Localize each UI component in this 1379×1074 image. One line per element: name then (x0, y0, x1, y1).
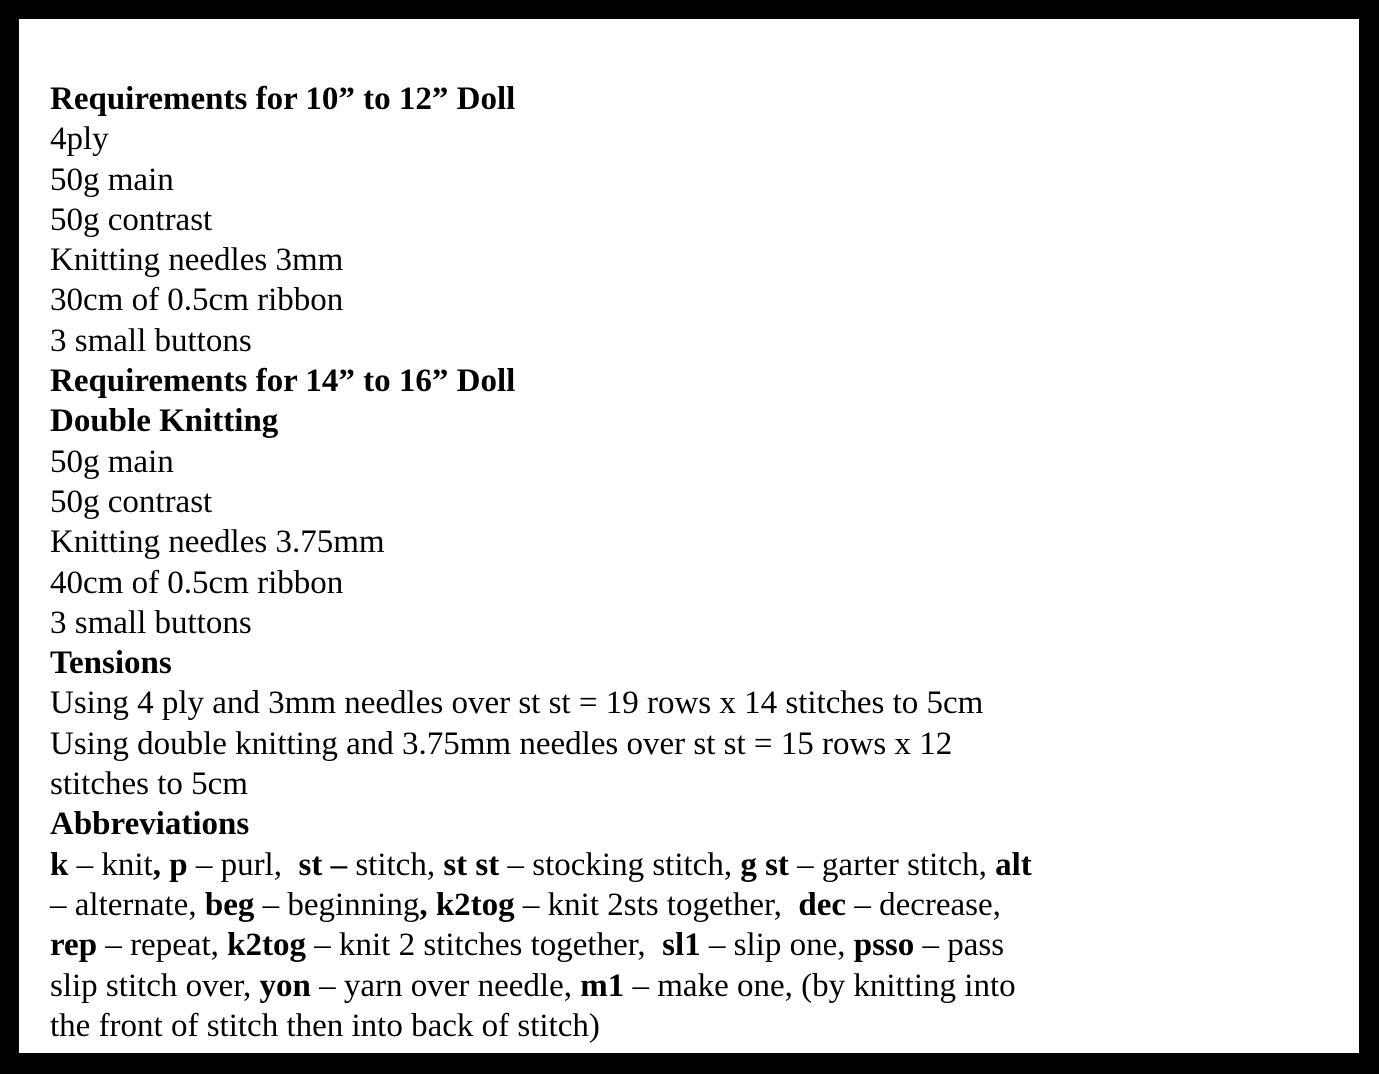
abbreviations-heading: Abbreviations (50, 806, 250, 843)
abbr-term: k (50, 846, 69, 883)
abbr-meaning: – knit 2sts together (514, 886, 774, 923)
section2-subheading: Double Knitting (50, 403, 279, 440)
section2-item: 50g contrast (50, 483, 213, 520)
abbreviations-line-1: k – knit, p – purl, st – stitch, st st – stocking stitch, g st – garter stitch, alt (50, 846, 1032, 883)
tensions-line: Using double knitting and 3.75mm needles over st st = 15 rows x 12 (50, 725, 953, 762)
section1-item: 4ply (50, 121, 109, 158)
abbr-term: psso (853, 927, 915, 964)
abbr-meaning: – garter stitch (788, 846, 979, 883)
abbr-meaning: – decrease (846, 886, 993, 923)
abbr-meaning: – stocking stitch (499, 846, 724, 883)
abbr-term: st – (298, 846, 348, 883)
abbreviations-line-3: rep – repeat, k2tog – knit 2 stitches together, sl1 – slip one, psso – pass (50, 927, 1005, 964)
abbr-term: k2tog (435, 886, 515, 923)
abbr-meaning: – yarn over needle (310, 967, 564, 1004)
abbr-term: alt (995, 846, 1032, 883)
section1-item: 50g contrast (50, 201, 213, 238)
section1-item: 30cm of 0.5cm ribbon (50, 282, 344, 319)
abbr-meaning: – alternate (50, 886, 189, 923)
section1-item: Knitting needles 3mm (50, 242, 344, 279)
section1-item: 3 small buttons (50, 322, 252, 359)
tensions-heading: Tensions (50, 645, 172, 682)
abbr-meaning: – beginning (254, 886, 420, 923)
abbr-meaning: – slip one (700, 927, 838, 964)
abbr-term: m1 (580, 967, 625, 1004)
abbr-term: yon (259, 967, 311, 1004)
abbr-meaning: – purl (187, 846, 274, 883)
section2-item: 50g main (50, 443, 174, 480)
abbr-term: sl1 (662, 927, 701, 964)
tensions-line: stitches to 5cm (50, 766, 248, 803)
abbr-term: g st (740, 846, 789, 883)
section2-item: 40cm of 0.5cm ribbon (50, 564, 344, 601)
abbr-meaning: slip stitch over (50, 967, 243, 1004)
abbr-term: beg (204, 886, 255, 923)
abbr-meaning: stitch (347, 846, 427, 883)
abbr-meaning: – knit (68, 846, 153, 883)
abbr-term: rep (50, 927, 98, 964)
section1-heading: Requirements for 10” to 12” Doll (50, 81, 516, 117)
document-page (19, 19, 1359, 1053)
abbr-term: dec (798, 886, 847, 923)
abbreviations-line-2: – alternate, beg – beginning, k2tog – knit 2sts together, dec – decrease, (50, 886, 1001, 923)
section2-item: 3 small buttons (50, 604, 252, 641)
abbr-meaning: the front of stitch then into back of stitch) (50, 1007, 600, 1044)
abbr-meaning: – pass (914, 927, 1005, 964)
abbr-term: p (169, 846, 188, 883)
section2-heading: Requirements for 14” to 16” Doll (50, 363, 516, 400)
abbreviations-line-4: slip stitch over, yon – yarn over needle, m1 – make one, (by knitting into (50, 967, 1016, 1004)
abbr-meaning: – repeat (97, 927, 211, 964)
section2-item: Knitting needles 3.75mm (50, 524, 385, 561)
abbr-term: k2tog (227, 927, 307, 964)
abbr-meaning: – knit 2 stitches together (306, 927, 638, 964)
abbr-term: st st (443, 846, 500, 883)
tensions-line: Using 4 ply and 3mm needles over st st = 19 rows x 14 stitches to 5cm (50, 685, 984, 722)
section1-item: 50g main (50, 161, 174, 198)
abbr-meaning: – make one, (by knitting into (624, 967, 1016, 1004)
abbreviations-line-5 (50, 1006, 1339, 1046)
